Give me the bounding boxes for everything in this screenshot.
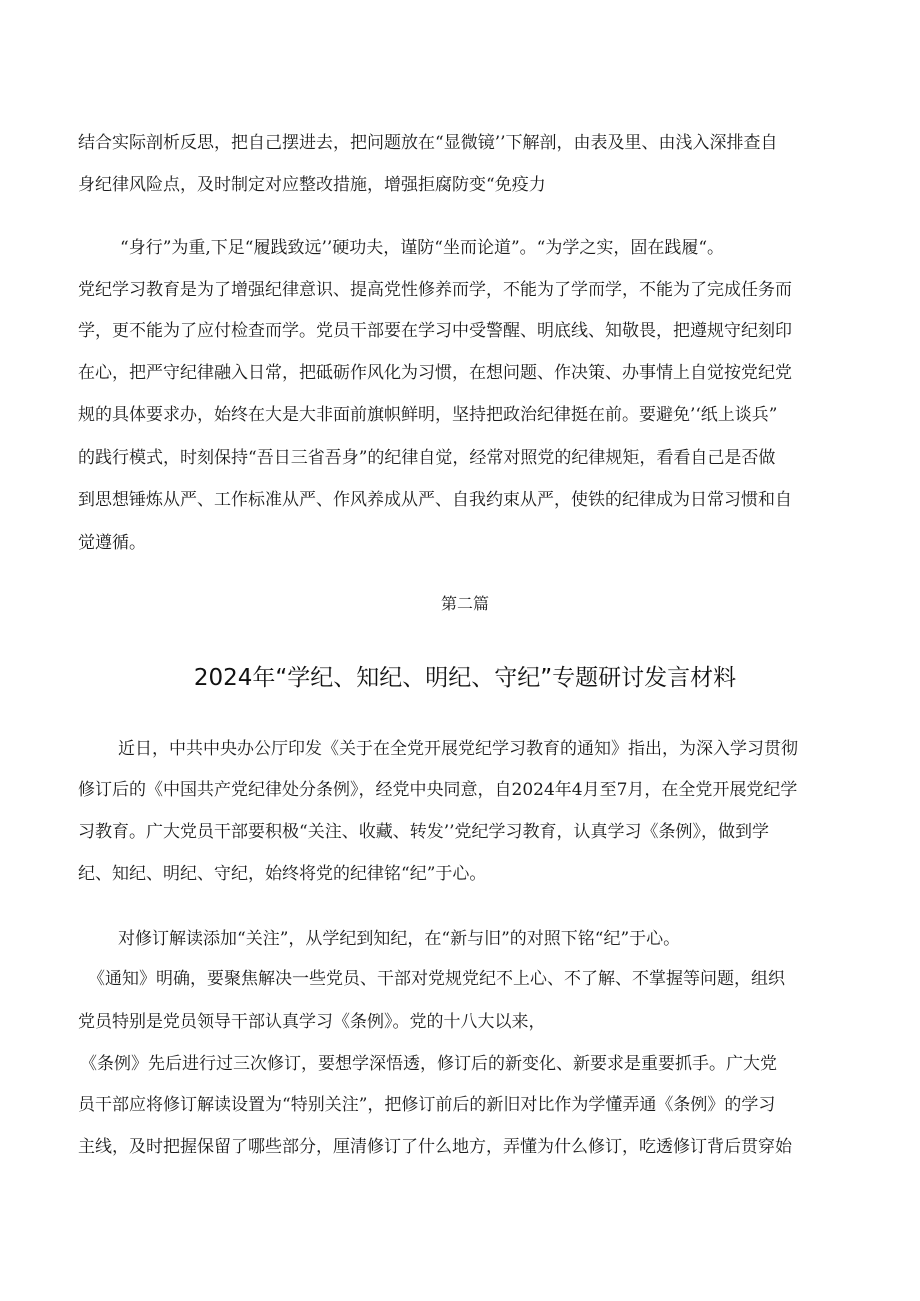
- text-line: 《条例》先后进行过三次修订，要想学深悟透，修订后的新变化、新要求是重要抓手。广大党: [80, 1054, 777, 1074]
- text-line: 员干部应将修订解读设置为“特别关注”，把修订前后的新旧对比作为学懂弄通《条例》的学习: [78, 1095, 776, 1115]
- text-line: 结合实际剖析反思，把自己摆进去，把问题放在“显微镜’’下解剖，由表及里、由浅入深排查自: [78, 133, 778, 153]
- text-line: 在心，把严守纪律融入日常，把砥砺作风化为习惯，在想问题、作决策、办事情上自觉按党纪党: [78, 363, 792, 383]
- text-line: 觉遵循。: [78, 533, 146, 553]
- text-line: 习教育。广大党员干部要积极“关注、收藏、转发’’党纪学习教育，认真学习《条例》，做到学: [78, 822, 769, 842]
- text-line: 近日，中共中央办公厅印发《关于在全党开展党纪学习教育的通知》指出，为深入学习贯彻: [118, 739, 798, 759]
- text-line: 的践行模式，时刻保持“吾日三省吾身”的纪律自觉，经常对照党的纪律规矩，看看自己是否做: [78, 448, 776, 468]
- text-line: 党员特别是党员领导干部认真学习《条例》。党的十八大以来，: [78, 1012, 546, 1032]
- text-line: 身纪律风险点，及时制定对应整改措施，增强拒腐防变“免疫力: [78, 175, 546, 195]
- text-line: 主线，及时把握保留了哪些部分，厘清修订了什么地方，弄懂为什么修订，吃透修订背后贯穿始: [78, 1137, 792, 1157]
- document-title: 2024年“学纪、知纪、明纪、守纪”专题研讨发言材料: [193, 665, 737, 691]
- text-line: 对修订解读添加“关注”，从学纪到知纪，在“新与旧”的对照下铭“纪”于心。: [118, 929, 681, 949]
- text-line: 纪、知纪、明纪、守纪，始终将党的纪律铭“纪”于心。: [78, 864, 487, 884]
- text-line: 到思想锤炼从严、工作标准从严、作风养成从严、自我约束从严，使铁的纪律成为日常习惯和自: [78, 490, 792, 510]
- section-label: 第二篇: [440, 594, 489, 613]
- text-line: 学，更不能为了应付检查而学。党员干部要在学习中受警醒、明底线、知敬畏，把遵规守纪刻印: [78, 321, 792, 341]
- text-line: 党纪学习教育是为了增强纪律意识、提高党性修养而学，不能为了学而学，不能为了完成任务而: [78, 280, 792, 300]
- text-line: 《通知》明确，要聚焦解决一些党员、干部对党规党纪不上心、不了解、不掌握等问题，组织: [88, 969, 785, 989]
- text-line: 修订后的《中国共产党纪律处分条例》，经党中央同意，自2024年4月至7月，在全党开展党纪学: [78, 780, 798, 800]
- text-line: “身行”为重,下足“履践致远’’硬功夫，谨防“坐而论道”。“为学之实，固在践履“。: [120, 238, 725, 258]
- text-line: 规的具体要求办，始终在大是大非面前旗帜鲜明，坚持把政治纪律挺在前。要避免’‘纸上谈兵”: [78, 405, 778, 425]
